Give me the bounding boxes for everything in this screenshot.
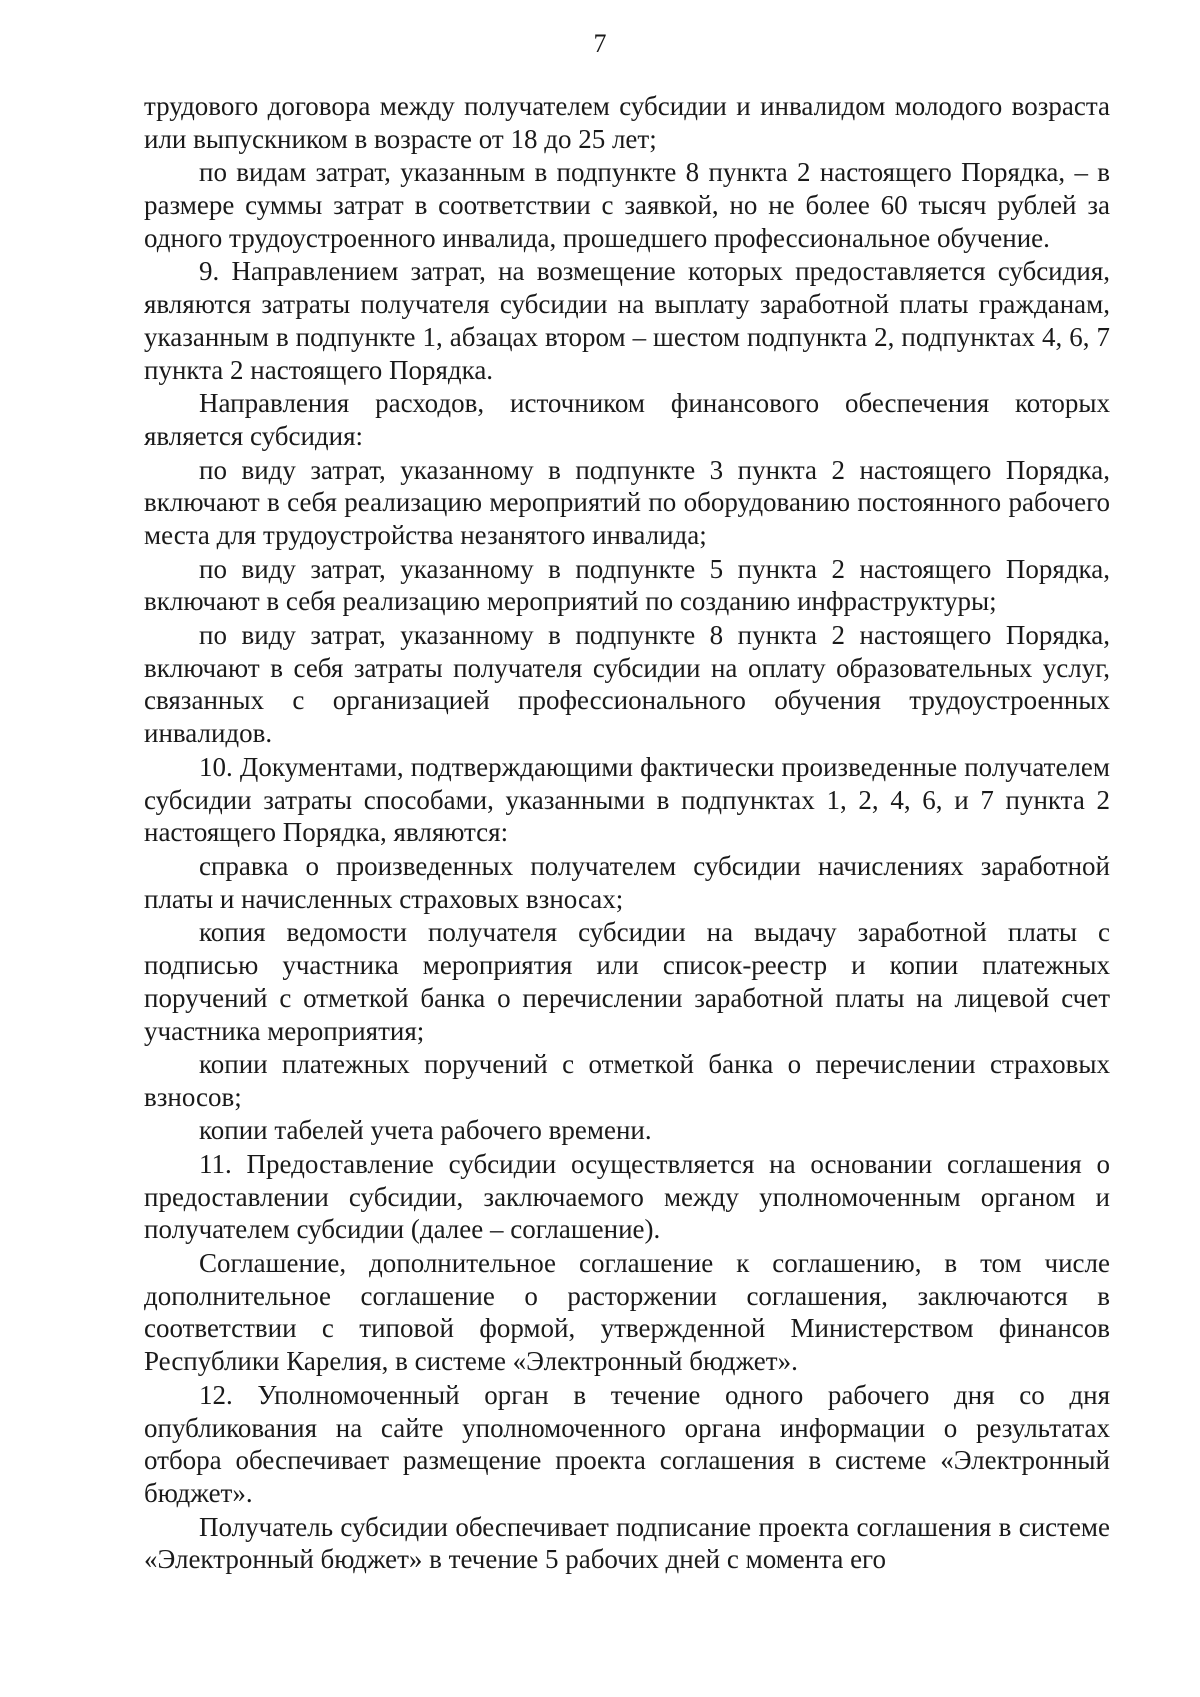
paragraph: справка о произведенных получателем субсидии начислениях заработной платы и начисленных страховых взносах; bbox=[144, 850, 1110, 914]
paragraph: копия ведомости получателя субсидии на выдачу заработной платы с подписью участника мероприятия или список-реестр и копии платежных поручений с отметкой банка о перечислении заработной платы на лицевой счет участника мероприятия; bbox=[144, 917, 1110, 1046]
paragraph: по виду затрат, указанному в подпункте 8 пункта 2 настоящего Порядка, включают в себя затраты получателя субсидии на оплату образовательных услуг, связанных с организацией профессионального обучения трудоустроенных инвалидов. bbox=[144, 619, 1110, 749]
paragraph: 10. Документами, подтверждающими фактически произведенные получателем субсидии затраты способами, указанными в подпунктах 1, 2, 4, 6, и 7 пункта 2 настоящего Порядка, являются: bbox=[144, 751, 1110, 848]
paragraph: по виду затрат, указанному в подпункте 3 пункта 2 настоящего Порядка, включают в себя реализацию мероприятий по оборудованию постоянного рабочего места для трудоустройства незанятого инвалида; bbox=[144, 454, 1110, 551]
paragraph: по виду затрат, указанному в подпункте 5 пункта 2 настоящего Порядка, включают в себя реализацию мероприятий по созданию инфраструктуры; bbox=[144, 553, 1110, 617]
paragraph: 11. Предоставление субсидии осуществляется на основании соглашения о предоставлении субсидии, заключаемого между уполномоченным органом и получателем субсидии (далее – соглашение). bbox=[144, 1148, 1110, 1245]
paragraph: Получатель субсидии обеспечивает подписание проекта соглашения в системе «Электронный бюджет» в течение 5 рабочих дней с момента его bbox=[144, 1511, 1110, 1575]
paragraph: 9. Направлением затрат, на возмещение которых предоставляется субсидия, являются затраты получателя субсидии на выплату заработной платы гражданам, указанным в подпункте 1, абзацах втором – шестом подпункта 2, подпунктах 4, 6, 7 пункта 2 настоящего Порядка. bbox=[144, 256, 1110, 385]
paragraph: копии табелей учета рабочего времени. bbox=[199, 1115, 652, 1146]
page-number: 7 bbox=[593, 29, 607, 58]
paragraph: Направления расходов, источником финансового обеспечения которых является субсидия: bbox=[144, 388, 1110, 452]
document-body bbox=[144, 90, 1110, 1577]
paragraph: копии платежных поручений с отметкой банка о перечислении страховых взносов; bbox=[144, 1048, 1110, 1112]
paragraph: трудового договора между получателем субсидии и инвалидом молодого возраста или выпускником в возрасте от 18 до 25 лет; bbox=[144, 91, 1110, 154]
paragraph: Соглашение, дополнительное соглашение к соглашению, в том числе дополнительное соглашение о расторжении соглашения, заключаются в соответствии с типовой формой, утвержденной Министерством финансов Республики Карелия, в системе «Электронный бюджет». bbox=[144, 1247, 1110, 1377]
paragraph: 12. Уполномоченный орган в течение одного рабочего дня со дня опубликования на сайте уполномоченного органа информации о результатах отбора обеспечивает размещение проекта соглашения в системе «Электронный бюджет». bbox=[144, 1379, 1110, 1509]
paragraph: по видам затрат, указанным в подпункте 8 пункта 2 настоящего Порядка, – в размере суммы затрат в соответствии с заявкой, но не более 60 тысяч рублей за одного трудоустроенного инвалида, прошедшего профессиональное обучение. bbox=[144, 157, 1110, 253]
